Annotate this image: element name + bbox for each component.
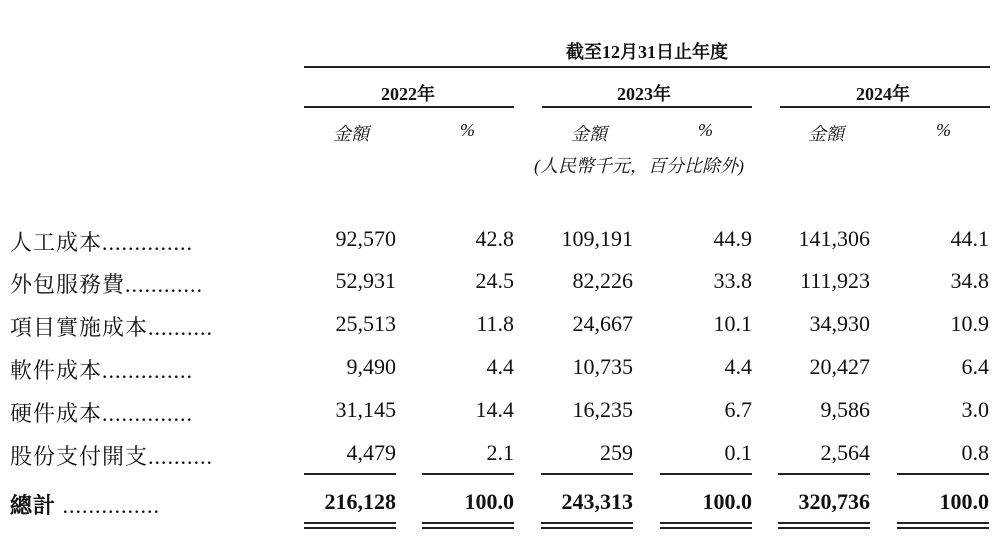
subtotal-rule [778, 473, 870, 475]
row-value: 52,931 [335, 268, 396, 293]
total-double-rule [422, 527, 514, 529]
row-value: 11.8 [476, 311, 514, 336]
total-double-rule [778, 527, 870, 529]
total-double-rule [541, 527, 633, 529]
row-value: 10.1 [713, 311, 752, 336]
col-amount-2022: 金額 [333, 124, 369, 144]
row-value: 9,586 [820, 397, 870, 422]
col-amount-2023: 金額 [571, 124, 607, 144]
row-value: 31,145 [335, 397, 396, 422]
year-2024: 2024年 [856, 84, 910, 104]
row-value: 16,235 [572, 397, 633, 422]
row-value: 141,306 [798, 226, 870, 251]
year-2024-rule [780, 106, 990, 108]
row-value: 34.8 [950, 268, 989, 293]
row-value: 2,564 [820, 440, 870, 465]
row-label: 硬件成本.............. [10, 401, 194, 426]
row-label: 外包服務費............ [10, 272, 204, 297]
total-double-rule [897, 522, 989, 524]
unit-note: (人民幣千元，百分比除外) [534, 156, 744, 176]
row-label: 軟件成本.............. [10, 358, 194, 383]
year-2022-rule [304, 106, 514, 108]
row-value: 259 [600, 440, 633, 465]
year-2022: 2022年 [381, 84, 435, 104]
row-value: 34,930 [809, 311, 870, 336]
total-value: 100.0 [702, 489, 752, 514]
row-value: 109,191 [561, 226, 633, 251]
total-value: 100.0 [464, 489, 514, 514]
row-value: 44.9 [713, 226, 752, 251]
total-double-rule [660, 527, 752, 529]
subtotal-rule [541, 473, 633, 475]
row-value: 10,735 [572, 354, 633, 379]
row-value: 111,923 [800, 268, 870, 293]
col-percent-2023: % [698, 120, 713, 140]
total-value: 243,313 [561, 489, 633, 514]
row-value: 3.0 [961, 397, 989, 422]
total-value: 216,128 [324, 489, 396, 514]
row-value: 4.4 [724, 354, 752, 379]
row-value: 2.1 [486, 440, 514, 465]
row-value: 10.9 [950, 311, 989, 336]
row-value: 6.4 [961, 354, 989, 379]
row-value: 24,667 [572, 311, 633, 336]
total-double-rule [304, 527, 396, 529]
row-value: 44.1 [950, 226, 989, 251]
subtotal-rule [422, 473, 514, 475]
row-value: 92,570 [335, 226, 396, 251]
row-value: 14.4 [475, 397, 514, 422]
period-header: 截至12月31日止年度 [566, 42, 728, 62]
row-value: 9,490 [346, 354, 396, 379]
row-value: 24.5 [475, 268, 514, 293]
subtotal-rule [660, 473, 752, 475]
total-value: 320,736 [798, 489, 870, 514]
year-2023-rule [542, 106, 752, 108]
row-value: 4,479 [346, 440, 396, 465]
period-header-rule [304, 66, 990, 68]
total-label: 總計 ............... [10, 493, 161, 518]
row-value: 0.8 [961, 440, 989, 465]
total-double-rule [897, 527, 989, 529]
row-value: 42.8 [475, 226, 514, 251]
row-value: 25,513 [335, 311, 396, 336]
year-2023: 2023年 [617, 84, 671, 104]
row-label: 人工成本.............. [10, 230, 194, 255]
total-double-rule [660, 522, 752, 524]
total-double-rule [304, 522, 396, 524]
row-value: 82,226 [572, 268, 633, 293]
col-percent-2024: % [936, 120, 951, 140]
row-value: 20,427 [809, 354, 870, 379]
col-amount-2024: 金額 [808, 124, 844, 144]
subtotal-rule [897, 473, 989, 475]
subtotal-rule [304, 473, 396, 475]
row-label: 股份支付開支.......... [10, 444, 214, 469]
col-percent-2022: % [460, 120, 475, 140]
row-value: 6.7 [724, 397, 752, 422]
total-value: 100.0 [939, 489, 989, 514]
total-double-rule [541, 522, 633, 524]
row-value: 33.8 [713, 268, 752, 293]
row-value: 0.1 [724, 440, 752, 465]
row-label: 項目實施成本.......... [10, 315, 214, 340]
total-double-rule [422, 522, 514, 524]
row-value: 4.4 [486, 354, 514, 379]
total-double-rule [778, 522, 870, 524]
